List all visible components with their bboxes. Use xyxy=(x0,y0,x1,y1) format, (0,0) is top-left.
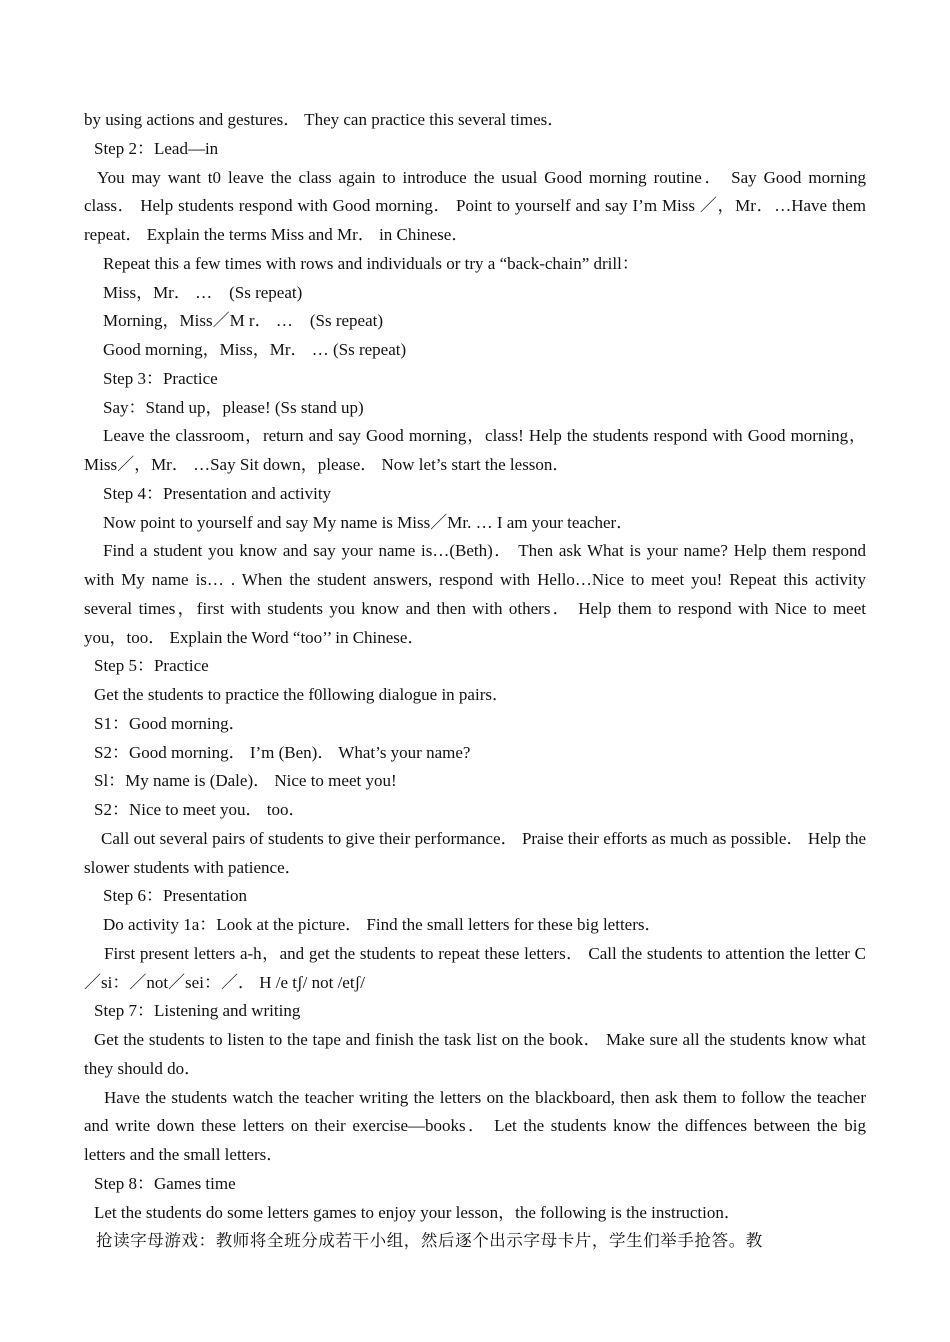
dialogue-line-3: Sl：My name is (Dale)． Nice to meet you! xyxy=(94,771,397,791)
heading-step-4: Step 4：Presentation and activity xyxy=(103,483,332,503)
paragraph-letters-a-h: First present letters a-h，and get the students to repeat these letters． Call the students to attention the letter C／si：／not／sei：／． H /e tʃ/ not /etʃ/ xyxy=(84,943,866,992)
drill-line-1: Miss，Mr． … (Ss repeat) xyxy=(103,282,303,302)
paragraph-listen-to-tape: Get the students to listen to the tape and finish the task list on the book． Make sure all the students know what they should do． xyxy=(84,1030,866,1078)
dialogue-line-1: S1：Good morning． xyxy=(94,713,246,733)
dialogue-line-2: S2：Good morning． I’m (Ben)． What’s your name? xyxy=(94,742,471,762)
paragraph-find-a-student: Find a student you know and say your name is…(Beth)． Then ask What is your name? Help them respond with My name is… . When the student answers, respond with Hello…Nice to meet you! Repeat this activity several times，first with students you know and then with others． Help them to respond with Nice to meet you，too． Explain the Word “too’’ in Chinese． xyxy=(84,541,866,647)
paragraph-chinese-instruction: 抢读字母游戏：教师将全班分成若干小组，然后逐个出示字母卡片，学生们举手抢答。教 xyxy=(96,1231,763,1251)
heading-step-6: Step 6：Presentation xyxy=(103,886,248,906)
paragraph-lead-in: You may want t0 leave the class again to introduce the usual Good morning routine． Say Good morning class． Help students respond with Good morning． Point to yourself and say I’m Miss ／，Mr．…Have them repeat． Explain the terms Miss and Mr． in Chinese． xyxy=(84,167,866,244)
drill-line-2: Morning，Miss／M r． … (Ss repeat) xyxy=(103,311,384,331)
paragraph-back-chain-drill: Repeat this a few times with rows and individuals or try a “back-chain” drill： xyxy=(103,253,639,273)
paragraph-letters-games: Let the students do some letters games to enjoy your lesson，the following is the instruction． xyxy=(94,1202,741,1222)
dialogue-line-4: S2：Nice to meet you． too． xyxy=(94,800,306,819)
paragraph-stand-up: Say：Stand up，please! (Ss stand up) xyxy=(103,397,364,417)
heading-step-5: Step 5：Practice xyxy=(94,656,209,676)
paragraph-call-out-pairs: Call out several pairs of students to give their performance． Praise their efforts as much as possible． Help the slower students with patience． xyxy=(84,828,866,877)
heading-step-2: Step 2：Lead—in xyxy=(94,138,219,158)
paragraph-dialogue-intro: Get the students to practice the f0llowing dialogue in pairs． xyxy=(94,685,509,704)
paragraph-intro-continuation: by using actions and gestures． They can practice this several times． xyxy=(84,110,565,129)
paragraph-activity-1a: Do activity 1a：Look at the picture． Find the small letters for these big letters． xyxy=(103,915,662,934)
heading-step-8: Step 8：Games time xyxy=(94,1173,236,1193)
drill-line-3: Good morning，Miss，Mr． … (Ss repeat) xyxy=(103,340,407,359)
document-page xyxy=(84,106,866,1256)
paragraph-watch-teacher-writing: Have the students watch the teacher writing the letters on the blackboard, then ask them to follow the teacher and write down these letters on their exercise—books． Let the students know the diffences between the big letters and the small letters． xyxy=(84,1087,866,1164)
heading-step-3: Step 3：Practice xyxy=(103,368,218,388)
heading-step-7: Step 7：Listening and writing xyxy=(94,1001,301,1021)
paragraph-point-to-yourself: Now point to yourself and say My name is Miss／Mr. … I am your teacher． xyxy=(103,512,634,532)
paragraph-leave-classroom: Leave the classroom，return and say Good morning，class! Help the students respond with Good morning，Miss／，Mr． …Say Sit down，please． Now let’s start the lesson． xyxy=(84,426,866,474)
